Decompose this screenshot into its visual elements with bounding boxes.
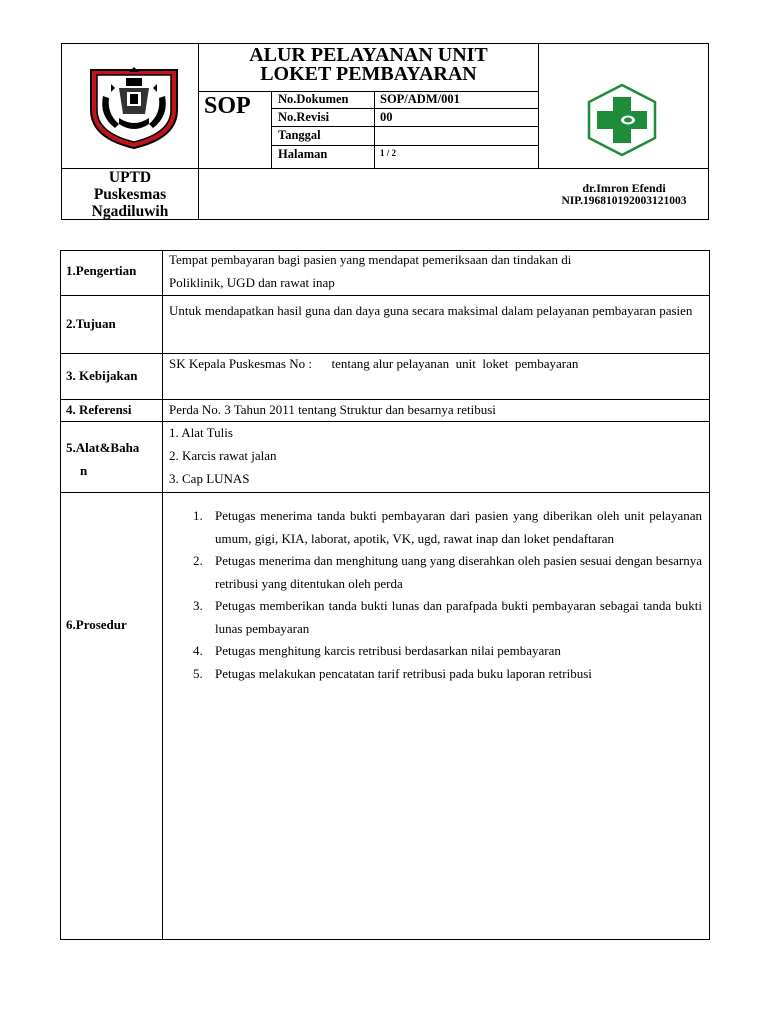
unit-line-3: Ngadiluwih [91, 203, 169, 220]
list-item: 1. Alat Tulis [169, 425, 233, 440]
text-pengertian-line-1: Tempat pembayaran bagi pasien yang mendapat pemeriksaan dan tindakan di [169, 252, 572, 267]
step-number: 3. [193, 598, 203, 613]
list-item: 3. Cap LUNAS [169, 471, 250, 486]
label-referensi: 4. Referensi [66, 402, 132, 417]
label-alat-bahan-line-1: 5.Alat&Baha [66, 440, 140, 455]
label-kebijakan: 3. Kebijakan [66, 368, 138, 383]
procedure-step [163, 663, 702, 686]
step-text: Petugas memberikan tanda bukti lunas dan parafpada bukti pembayaran sebagai tanda bukti lunas pembayaran [215, 598, 702, 636]
document-title [199, 46, 538, 84]
label-prosedur: 6.Prosedur [66, 617, 127, 632]
label-pengertian: 1.Pengertian [66, 263, 137, 278]
text-pengertian-line-2: Poliklinik, UGD dan rawat inap [169, 275, 335, 290]
step-text: Petugas menerima tanda bukti pembayaran dari pasien yang diberikan oleh unit pelayanan umum, gigi, KIA, laborat, apotik, VK, ugd, rawat inap dan loket pendaftaran [215, 508, 702, 546]
step-text: Petugas melakukan pencatatan tarif retribusi pada buku laporan retribusi [215, 665, 592, 681]
procedure-list [163, 505, 702, 685]
text-pengertian [169, 248, 704, 294]
title-line-1: ALUR PELAYANAN UNIT [249, 44, 488, 66]
signer-name: dr.Imron Efendi [582, 181, 666, 195]
meta-label-tanggal: Tanggal [278, 128, 321, 142]
meta-label-no-revisi: No.Revisi [278, 110, 330, 124]
meta-label-no-dokumen: No.Dokumen [278, 92, 349, 106]
regency-crest-icon [89, 66, 179, 150]
text-kebijakan: SK Kepala Puskesmas No : tentang alur pelayanan unit loket pembayaran [169, 356, 579, 371]
sop-label: SOP [204, 93, 251, 119]
procedure-step [163, 595, 702, 640]
meta-value-halaman: 1 / 2 [380, 148, 397, 158]
label-alat-bahan [66, 436, 139, 482]
step-text: Petugas menerima dan menghitung uang yang diserahkan oleh pasien sesuai dengan besarnya retribusi yang ditentukan oleh perda [215, 553, 702, 591]
step-text: Petugas menghitung karcis retribusi berdasarkan nilai pembayaran [215, 643, 561, 658]
meta-value-no-revisi: 00 [380, 110, 393, 124]
step-number: 4. [193, 643, 203, 658]
procedure-step [163, 550, 702, 595]
label-tujuan: 2.Tujuan [66, 316, 116, 331]
list-item: 2. Karcis rawat jalan [169, 448, 277, 463]
meta-value-no-dokumen: SOP/ADM/001 [380, 92, 460, 106]
signer-nip: NIP.196810192003121003 [561, 195, 687, 207]
step-number: 2. [193, 553, 203, 568]
unit-line-1: UPTD [108, 169, 152, 186]
step-number: 5. [193, 665, 203, 681]
text-tujuan: Untuk mendapatkan hasil guna dan daya guna secara maksimal dalam pelayanan pembayaran pasien [169, 303, 693, 318]
signer-block [539, 182, 709, 208]
unit-line-2: Puskesmas [93, 186, 167, 203]
unit-name [62, 169, 198, 220]
list-alat-bahan [169, 421, 704, 490]
puskesmas-cross-icon [584, 83, 660, 157]
meta-label-halaman: Halaman [278, 147, 328, 161]
procedure-step [163, 640, 702, 663]
label-alat-bahan-line-2: n [80, 463, 88, 478]
text-referensi: Perda No. 3 Tahun 2011 tentang Struktur dan besarnya retibusi [169, 402, 496, 417]
procedure-step [163, 505, 702, 550]
step-number: 1. [193, 508, 203, 523]
title-line-2: LOKET PEMBAYARAN [260, 63, 477, 85]
